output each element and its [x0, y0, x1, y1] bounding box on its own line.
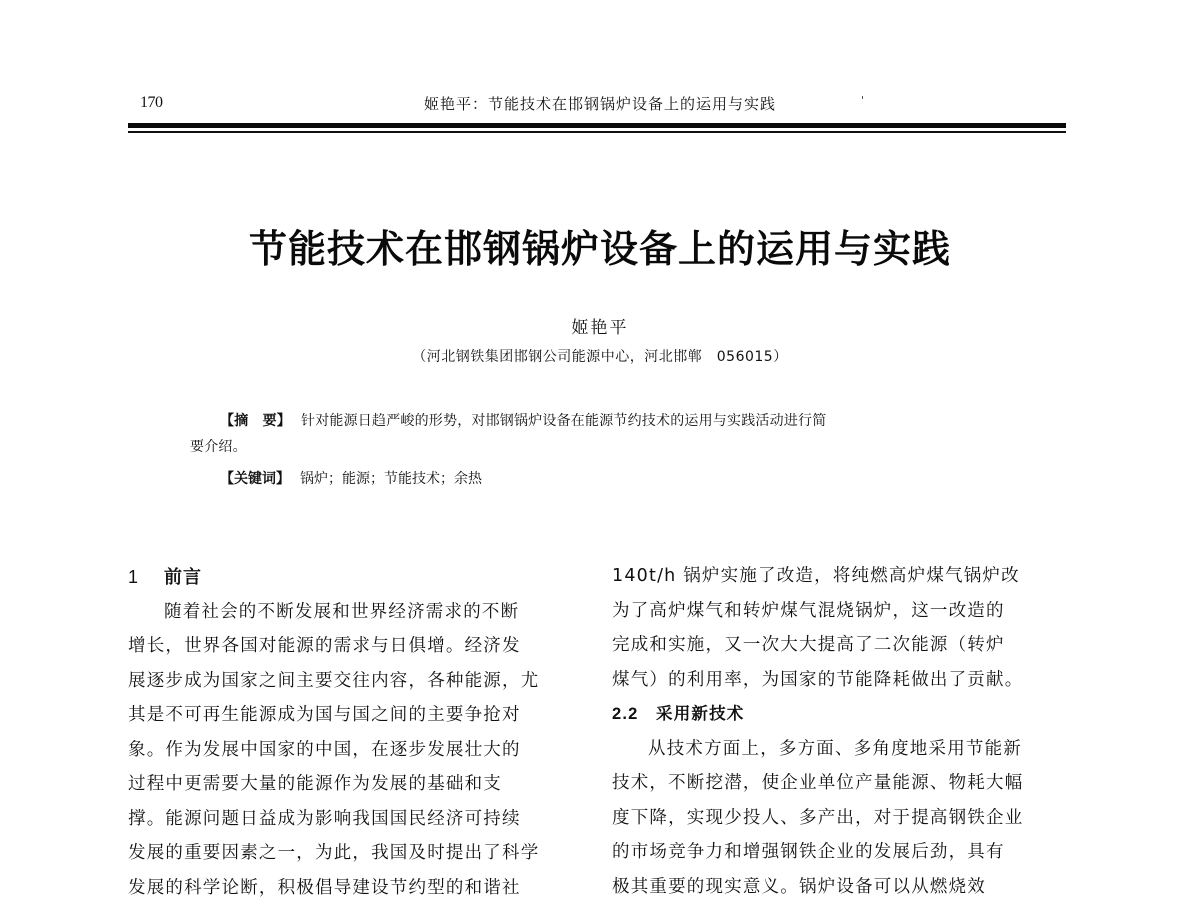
subsection-title: 采用新技术: [656, 704, 745, 723]
body-line: 发展的科学论断，积极倡导建设节约型的和谐社: [128, 871, 586, 905]
body-line: 极其重要的现实意义。锅炉设备可以从燃烧效: [612, 870, 1070, 905]
abstract-label: 【摘 要】: [220, 413, 291, 429]
body-line: 其是不可再生能源成为国与国之间的主要争抢对: [128, 698, 586, 733]
section-title: 前言: [164, 567, 202, 588]
body-line: 煤气）的利用率，为国家的节能降耗做出了贡献。: [612, 663, 1070, 698]
header-rule-thick: [128, 123, 1066, 128]
body-line: 增长，世界各国对能源的需求与日俱增。经济发: [128, 629, 586, 664]
author-name: 姬艳平: [0, 313, 1200, 338]
body-line: 的市场竞争力和增强钢铁企业的发展后劲，具有: [612, 835, 1070, 870]
body-line: 从技术方面上，多方面、多角度地采用节能新: [612, 732, 1070, 767]
body-line: 撑。能源问题日益成为影响我国国民经济可持续: [128, 802, 586, 837]
scan-speck: [862, 96, 863, 99]
subsection-number: 2.2: [612, 697, 656, 732]
abstract-text-line1: 针对能源日趋严峻的形势，对邯钢锅炉设备在能源节约技术的运用与实践活动进行简: [301, 413, 826, 429]
keywords-label: 【关键词】: [220, 471, 290, 487]
running-header: [0, 90, 1200, 114]
section-number: 1: [128, 560, 164, 595]
running-title: 姬艳平：节能技术在邯钢锅炉设备上的运用与实践: [370, 93, 830, 114]
body-line: 随着社会的不断发展和世界经济需求的不断: [128, 595, 586, 630]
author-affiliation: （河北钢铁集团邯钢公司能源中心，河北邯郸 056015）: [0, 346, 1200, 366]
keywords: [220, 466, 1020, 492]
page-number: 170: [140, 94, 163, 112]
abstract-paragraph: [190, 408, 1020, 434]
body-line: 140t/h 锅炉实施了改造，将纯燃高炉煤气锅炉改: [612, 559, 1070, 594]
body-line: 完成和实施，又一次大大提高了二次能源（转炉: [612, 628, 1070, 663]
section-heading: [128, 560, 586, 595]
header-rule-thin: [128, 131, 1066, 133]
body-line: 发展的重要因素之一，为此，我国及时提出了科学: [128, 836, 586, 871]
abstract-text-line2: 要介绍。: [190, 434, 1020, 460]
article-title: 节能技术在邯钢锅炉设备上的运用与实践: [0, 218, 1200, 273]
body-line: 技术，不断挖潜，使企业单位产量能源、物耗大幅: [612, 766, 1070, 801]
right-column: [612, 559, 1070, 904]
keywords-text: 锅炉；能源；节能技术；余热: [300, 471, 482, 487]
body-line: 为了高炉煤气和转炉煤气混烧锅炉，这一改造的: [612, 594, 1070, 629]
body-line: 过程中更需要大量的能源作为发展的基础和支: [128, 767, 586, 802]
left-column: [128, 560, 586, 905]
abstract: [190, 408, 1020, 460]
subsection-heading: [612, 697, 1070, 732]
body-line: 象。作为发展中国家的中国，在逐步发展壮大的: [128, 733, 586, 768]
body-line: 度下降，实现少投人、多产出，对于提高钢铁企业: [612, 801, 1070, 836]
body-line: 展逐步成为国家之间主要交往内容，各种能源，尤: [128, 664, 586, 699]
